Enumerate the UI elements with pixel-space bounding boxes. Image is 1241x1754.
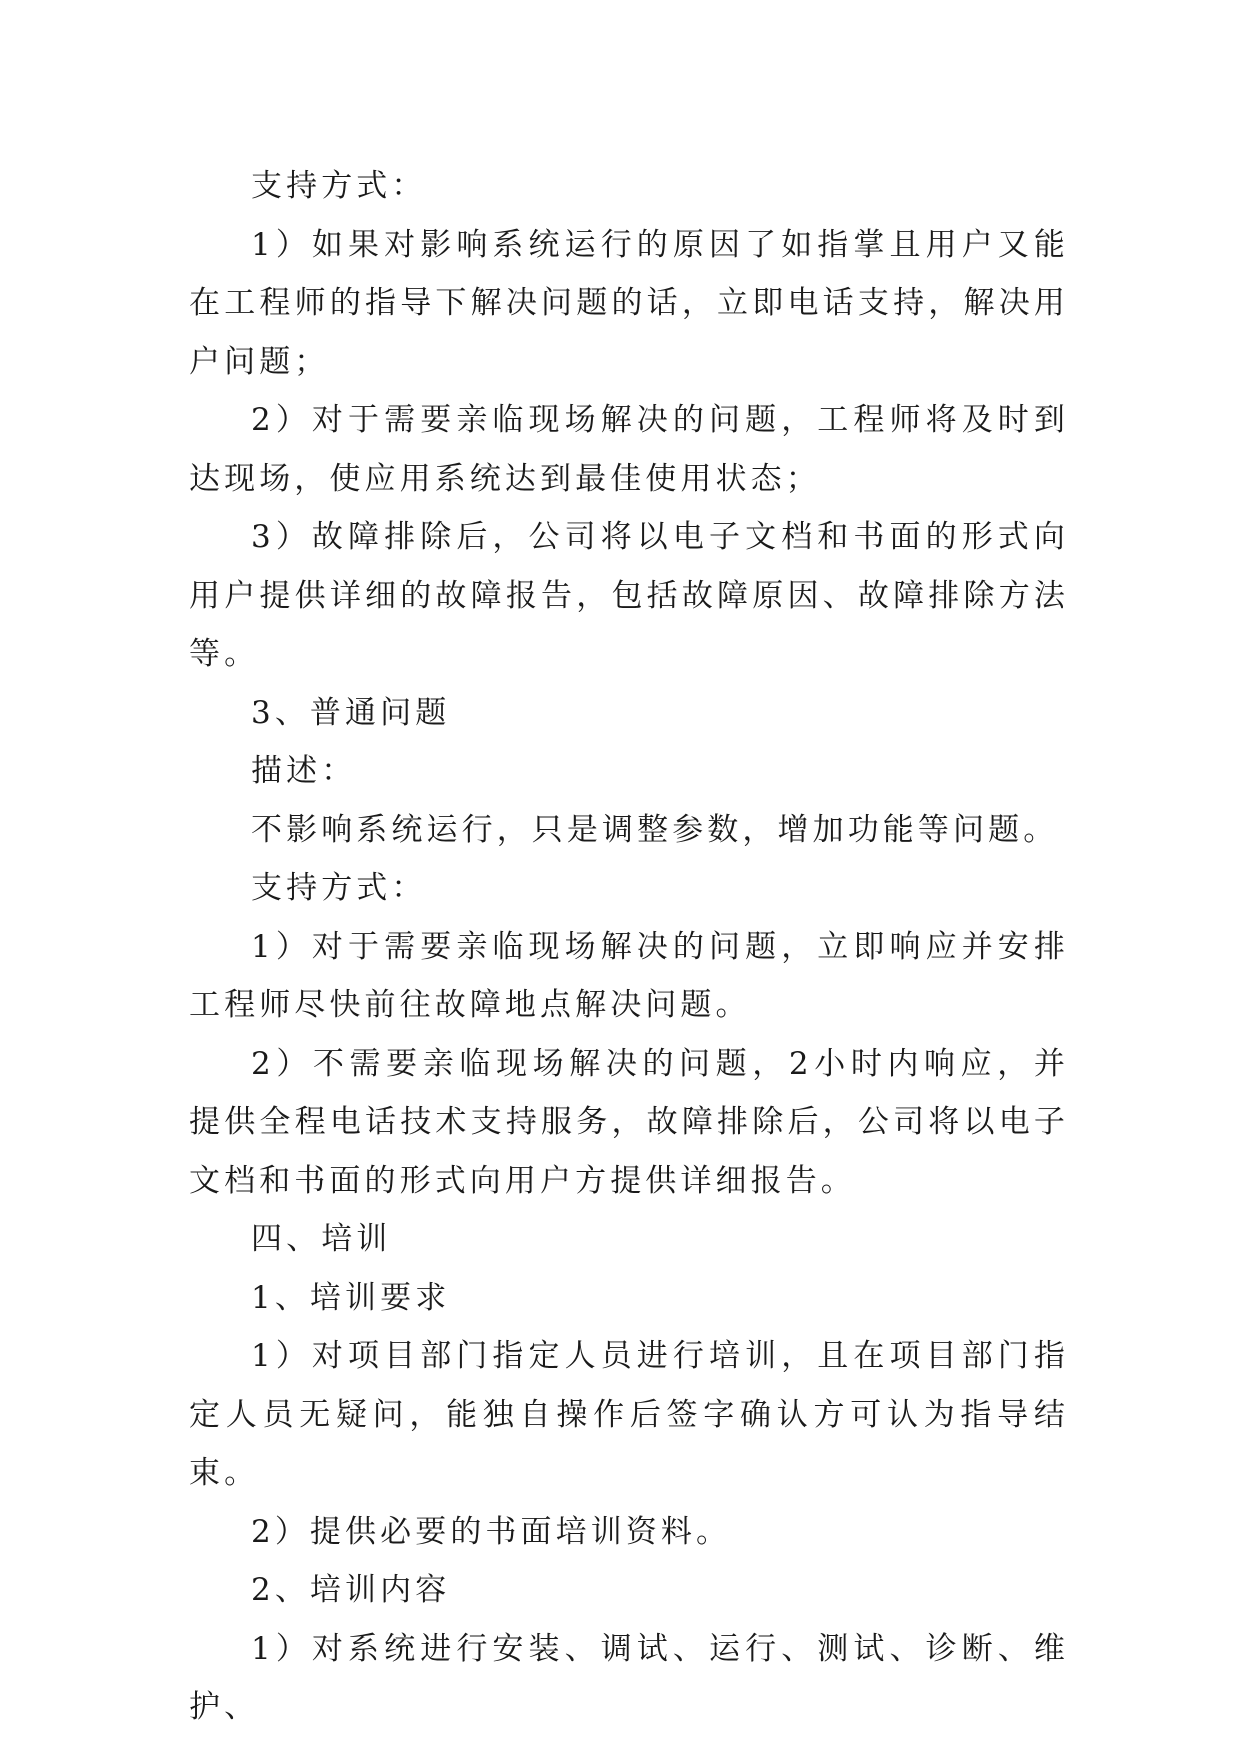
training-requirement-1: 1）对项目部门指定人员进行培训，且在项目部门指定人员无疑问，能独自操作后签字确认方可认为指导结束。: [189, 1338, 1069, 1491]
description-label: 描述：: [251, 753, 357, 789]
training-requirement-2: 2）提供必要的书面培训资料。: [251, 1513, 732, 1550]
description-text: 不影响系统运行，只是调整参数，增加功能等问题。: [251, 811, 1059, 848]
support-item-2: 2）对于需要亲临现场解决的问题，工程师将及时到达现场，使应用系统达到最佳使用状态；: [189, 402, 1069, 497]
training-requirements-heading: 1、培训要求: [251, 1279, 451, 1316]
support-item-1: 1）如果对影响系统运行的原因了如指掌且用户又能在工程师的指导下解决问题的话，立即电话支持，解决用户问题；: [189, 226, 1069, 380]
support-method-heading: 支持方式：: [251, 168, 427, 204]
document-body: [189, 157, 1069, 1737]
normal-support-item-2: 2）不需要亲临现场解决的问题，2小时内响应，并提供全程电话技术支持服务，故障排除后，公司将以电子文档和书面的形式向用户方提供详细报告。: [189, 1045, 1069, 1199]
section-normal-issue: 3、普通问题: [251, 694, 451, 731]
section-training: 四、培训: [251, 1221, 392, 1257]
support-item-3: 3）故障排除后，公司将以电子文档和书面的形式向用户提供详细的故障报告，包括故障原因、故障排除方法等。: [189, 519, 1069, 672]
training-content-item-1: 1）对系统进行安装、调试、运行、测试、诊断、维护、: [189, 1630, 1069, 1725]
normal-support-item-1: 1）对于需要亲临现场解决的问题，立即响应并安排工程师尽快前往故障地点解决问题。: [189, 928, 1069, 1023]
support-method-heading-2: 支持方式：: [251, 870, 427, 906]
training-content-heading: 2、培训内容: [251, 1572, 451, 1608]
